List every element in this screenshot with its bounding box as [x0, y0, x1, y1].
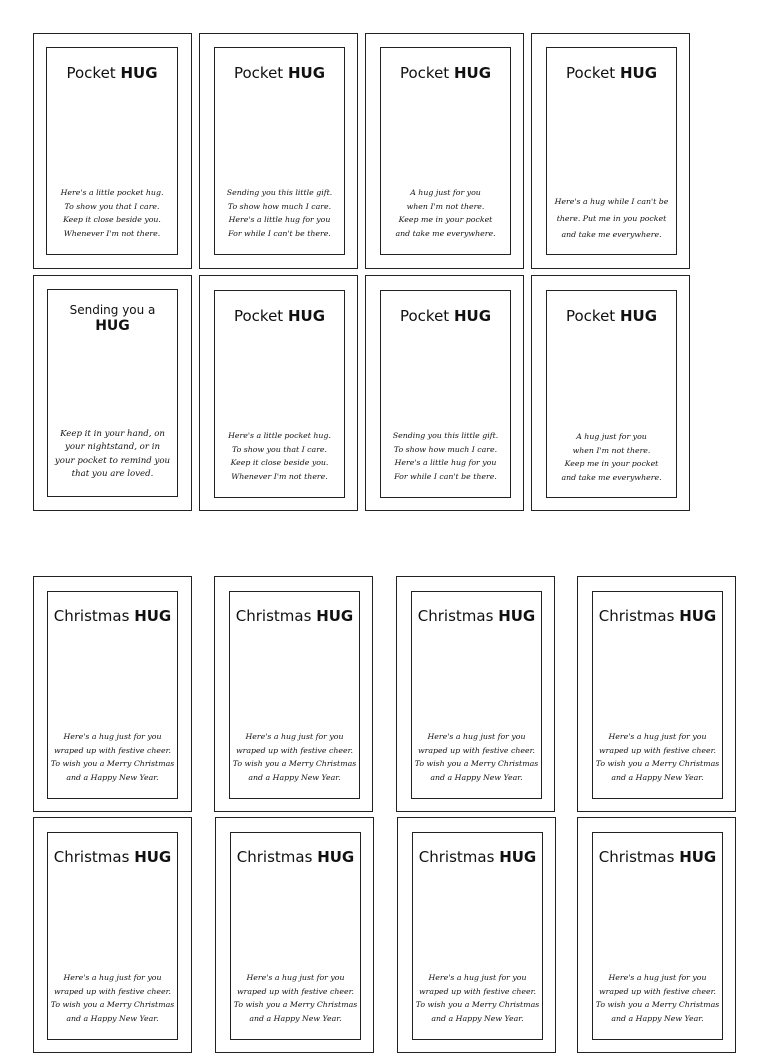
title-hug: HUG	[679, 848, 717, 866]
verse-line: when I'm not there.	[406, 201, 485, 211]
card-title	[381, 64, 510, 82]
title-prefix: Pocket	[565, 64, 616, 82]
verse-line: Keep it in your hand, on	[60, 429, 165, 439]
verse-line: Here's a little hug for you	[394, 458, 497, 468]
sending-hug-card	[33, 275, 192, 511]
title-prefix: Christmas	[53, 848, 130, 866]
verse-line: wraped up with festive cheer.	[598, 986, 716, 996]
title-hug: HUG	[453, 307, 492, 325]
card-verse	[48, 971, 177, 1025]
card-verse	[593, 730, 722, 784]
card-title	[48, 303, 177, 335]
verse-line: To show you that I care.	[231, 444, 328, 454]
card-title	[593, 607, 722, 625]
card-verse	[48, 730, 177, 784]
title-hug: HUG	[619, 64, 658, 82]
verse-line: Here's a hug just for you	[608, 732, 707, 741]
verse-line: Here's a hug just for you	[63, 732, 162, 741]
verse-line: and a Happy New Year.	[430, 772, 523, 782]
card-verse	[381, 186, 510, 240]
verse-line: wraped up with festive cheer.	[53, 986, 171, 996]
christmas-hug-card	[577, 817, 736, 1053]
verse-line: wraped up with festive cheer.	[235, 745, 353, 755]
card-verse	[412, 730, 541, 784]
title-prefix: Christmas	[53, 607, 130, 625]
card-verse	[593, 971, 722, 1025]
title-prefix: Christmas	[598, 607, 675, 625]
card-verse	[547, 430, 676, 484]
card-frame	[380, 290, 511, 498]
card-frame	[380, 47, 511, 255]
verse-line: Keep me in your pocket	[564, 459, 659, 469]
title-hug: HUG	[679, 607, 717, 625]
card-verse	[230, 730, 359, 784]
verse-line: your nightstand, or in	[65, 442, 160, 453]
verse-line: Here's a hug just for you	[428, 973, 527, 982]
card-title	[47, 64, 177, 82]
card-verse	[47, 186, 177, 240]
verse-line: Here's a hug just for you	[608, 973, 707, 982]
card-verse	[547, 194, 676, 244]
title-prefix: Pocket	[399, 64, 450, 82]
title-prefix: Pocket	[399, 307, 450, 325]
card-verse	[215, 186, 344, 240]
card-title	[412, 607, 541, 625]
title-prefix: Christmas	[598, 848, 675, 866]
pocket-hug-card	[531, 275, 690, 511]
card-title	[215, 307, 344, 325]
card-frame	[47, 832, 178, 1040]
verse-line: Whenever I'm not there.	[63, 228, 161, 238]
title-hug: HUG	[287, 64, 326, 82]
verse-line: and a Happy New Year.	[248, 772, 341, 782]
title-prefix: Pocket	[233, 64, 284, 82]
title-hug: HUG	[120, 64, 158, 82]
verse-line: Here's a hug just for you	[427, 732, 526, 741]
verse-line: wraped up with festive cheer.	[236, 986, 354, 996]
card-title	[381, 307, 510, 325]
card-frame	[592, 591, 723, 799]
card-title	[547, 307, 676, 325]
verse-line: Here's a little pocket hug.	[228, 431, 331, 440]
verse-line: and a Happy New Year.	[66, 772, 159, 782]
christmas-hug-card	[33, 576, 192, 812]
verse-line: A hug just for you	[410, 188, 481, 197]
title-hug: HUG	[619, 307, 658, 325]
verse-line: and take me everywhere.	[561, 230, 662, 239]
verse-line: To show how much I care.	[393, 444, 498, 454]
verse-line: To wish you a Merry Christmas	[233, 1000, 358, 1010]
verse-line: there. Put me in you pocket	[556, 213, 667, 223]
card-verse	[48, 428, 177, 482]
title-hug: HUG	[499, 848, 537, 866]
christmas-hug-card	[33, 817, 192, 1053]
christmas-hug-card	[577, 576, 736, 812]
verse-line: Keep it close beside you.	[63, 215, 161, 225]
verse-line: To wish you a Merry Christmas	[50, 759, 175, 769]
verse-line: and a Happy New Year.	[249, 1013, 342, 1023]
verse-line: wraped up with festive cheer.	[598, 745, 716, 755]
title-hug: HUG	[287, 307, 326, 325]
card-verse	[231, 971, 360, 1025]
card-title	[215, 64, 344, 82]
verse-line: To wish you a Merry Christmas	[50, 1000, 175, 1010]
card-frame	[47, 591, 178, 799]
title-hug: HUG	[453, 64, 492, 82]
christmas-hug-card	[214, 576, 373, 812]
verse-line: when I'm not there.	[572, 445, 651, 455]
title-prefix: Christmas	[235, 607, 312, 625]
pocket-hug-card	[531, 33, 690, 269]
verse-line: A hug just for you	[576, 432, 647, 441]
title-hug: HUG	[95, 318, 130, 334]
verse-line: Here's a little hug for you	[228, 215, 331, 225]
verse-line: and take me everywhere.	[561, 472, 662, 482]
card-title	[547, 64, 676, 82]
verse-line: To show how much I care.	[227, 201, 332, 211]
verse-line: To wish you a Merry Christmas	[595, 1000, 720, 1010]
pocket-hug-card	[199, 33, 358, 269]
pocket-hug-card	[199, 275, 358, 511]
card-title	[413, 848, 542, 866]
verse-line: and a Happy New Year.	[66, 1013, 159, 1023]
verse-line: and a Happy New Year.	[611, 772, 704, 782]
card-frame	[214, 290, 345, 498]
card-title	[231, 848, 360, 866]
title-hug: HUG	[316, 607, 354, 625]
card-frame	[229, 591, 360, 799]
card-frame	[230, 832, 361, 1040]
card-title	[48, 607, 177, 625]
verse-line: To wish you a Merry Christmas	[595, 759, 720, 769]
title-prefix: Pocket	[66, 64, 116, 82]
title-prefix: Pocket	[233, 307, 284, 325]
verse-line: Keep me in your pocket	[398, 215, 493, 225]
title-prefix: Pocket	[565, 307, 616, 325]
verse-line: Keep it close beside you.	[230, 458, 329, 468]
title-hug: HUG	[498, 607, 536, 625]
verse-line: To wish you a Merry Christmas	[415, 1000, 540, 1010]
card-verse	[413, 971, 542, 1025]
verse-line: your pocket to remind you	[54, 455, 171, 466]
title-hug: HUG	[134, 607, 172, 625]
verse-line: Sending you this little gift.	[392, 431, 499, 440]
verse-line: wraped up with festive cheer.	[53, 745, 171, 755]
verse-line: and a Happy New Year.	[611, 1013, 704, 1023]
verse-line: and take me everywhere.	[395, 228, 496, 238]
christmas-hug-card	[396, 576, 555, 812]
verse-line: Here's a little pocket hug.	[60, 188, 164, 197]
title-prefix: Christmas	[418, 848, 495, 866]
pocket-hug-card	[365, 33, 524, 269]
card-frame	[46, 47, 178, 255]
verse-line: For while I can't be there.	[228, 228, 331, 238]
title-prefix: Christmas	[417, 607, 494, 625]
verse-line: wraped up with festive cheer.	[417, 745, 535, 755]
card-frame	[592, 832, 723, 1040]
title-line-1: Sending you a	[69, 303, 156, 317]
card-frame	[214, 47, 345, 255]
verse-line: wraped up with festive cheer.	[418, 986, 536, 996]
card-frame	[412, 832, 543, 1040]
card-frame	[411, 591, 542, 799]
christmas-hug-card	[397, 817, 556, 1053]
title-prefix: Christmas	[236, 848, 313, 866]
verse-line: Here's a hug while I can't be	[554, 197, 669, 206]
title-hug: HUG	[134, 848, 172, 866]
christmas-hug-card	[215, 817, 374, 1053]
title-hug: HUG	[317, 848, 355, 866]
card-verse	[215, 429, 344, 483]
verse-line: To show you that I care.	[64, 201, 160, 211]
pocket-hug-card	[33, 33, 192, 269]
card-frame	[546, 290, 677, 498]
card-frame	[47, 289, 178, 497]
verse-line: Here's a hug just for you	[63, 973, 162, 982]
verse-line: Sending you this little gift.	[226, 188, 333, 197]
verse-line: To wish you a Merry Christmas	[232, 759, 357, 769]
card-verse	[381, 429, 510, 483]
verse-line: Here's a hug just for you	[246, 973, 345, 982]
card-title	[48, 848, 177, 866]
verse-line: Whenever I'm not there.	[231, 471, 328, 481]
verse-line: For while I can't be there.	[394, 471, 497, 481]
verse-line: that you are loved.	[71, 469, 154, 480]
card-title	[230, 607, 359, 625]
pocket-hug-card	[365, 275, 524, 511]
verse-line: To wish you a Merry Christmas	[414, 759, 539, 769]
verse-line: and a Happy New Year.	[431, 1013, 524, 1023]
card-frame	[546, 47, 677, 255]
card-title	[593, 848, 722, 866]
verse-line: Here's a hug just for you	[245, 732, 344, 741]
